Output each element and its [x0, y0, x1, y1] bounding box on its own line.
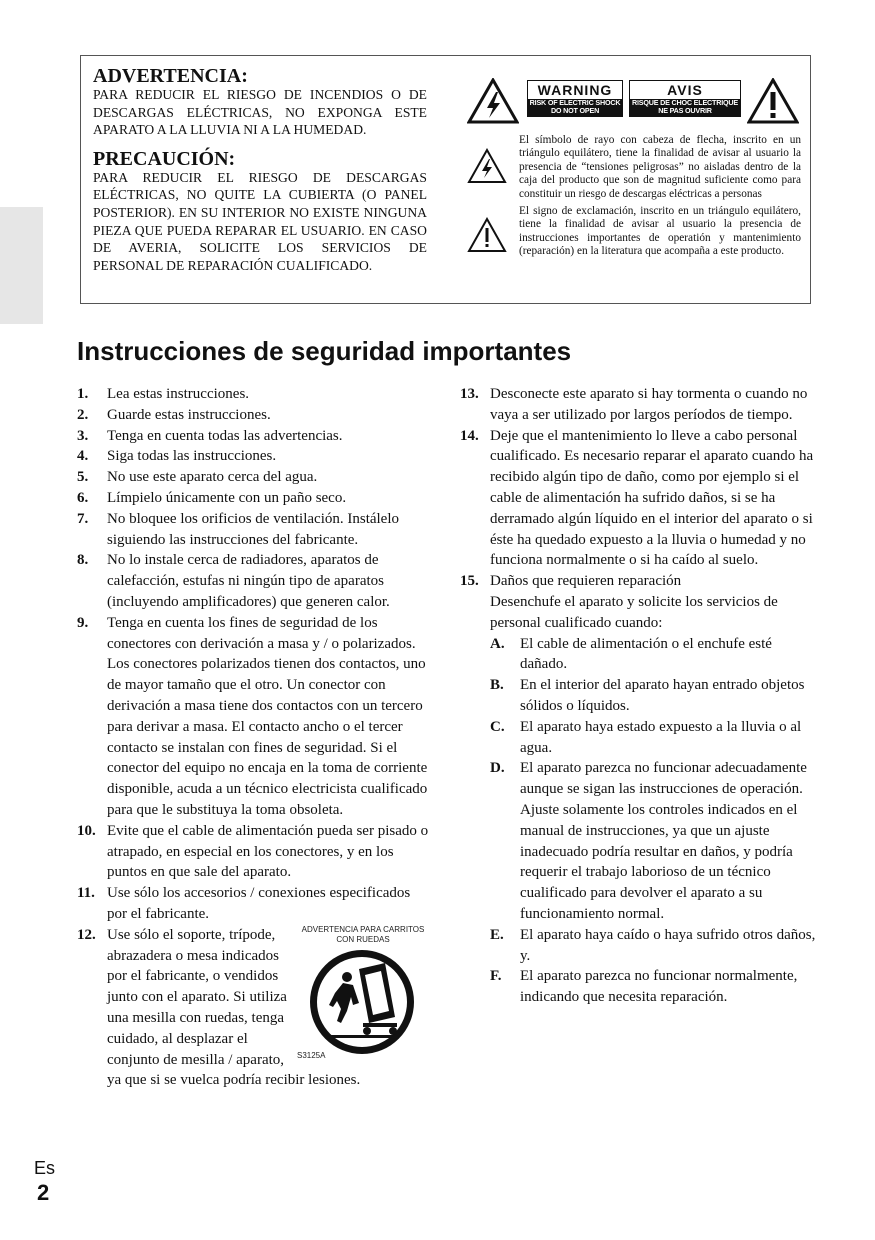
- exclamation-explanation-text: El signo de exclamación, inscrito en un triángulo equilátero, tiene la finalidad de avisar al usuario la presencia de instrucciones importantes de operatión y mantenimiento (reparación) en la literatura que acompaña a este producto.: [519, 205, 801, 258]
- condition-text: El aparato parezca no funcionar normalmente, indicando que necesita reparación.: [520, 968, 798, 1006]
- item-number: 13.: [460, 386, 479, 402]
- exclamation-triangle-icon: [747, 78, 799, 124]
- item-number: 11.: [77, 885, 95, 902]
- advertencia-heading: ADVERTENCIA:: [93, 65, 248, 87]
- lightning-symbol-explanation: [467, 134, 801, 201]
- item-number: 1.: [77, 386, 89, 402]
- item-number: 5.: [77, 469, 89, 486]
- item-text: Use sólo el soporte, trípode, abrazadera o mesa indicados por el fabricante, o vendidos junto con el aparato. Si utiliza una mesilla con ruedas, tenga cuidado, al desplazar el conjunto de mesilla / aparato, ya que si se vuelca podría recibir lesiones.: [107, 926, 361, 1089]
- item-text: Desconecte este aparato si hay tormenta o cuando no vaya a ser utilizado por largos períodos de tiempo.: [490, 386, 808, 423]
- item-text: Siga todas las instrucciones.: [107, 448, 277, 465]
- item-text: Límpielo únicamente con un paño seco.: [107, 489, 347, 506]
- condition-letter: A.: [490, 635, 505, 652]
- item-number: 14.: [460, 427, 479, 444]
- warning-label-title: WARNING: [537, 82, 613, 98]
- item-number: 8.: [77, 552, 89, 569]
- item-text: No bloquee los orificios de ventilación. Instálelo siguiendo las instrucciones del fabricante.: [107, 510, 400, 548]
- warning-label: [527, 80, 623, 117]
- instruction-item: [77, 883, 433, 925]
- item-intro: Desenchufe el aparato y solicite los servicios de personal cualificado cuando:: [490, 593, 778, 631]
- condition-text: El aparato haya estado expuesto a la lluvia o al agua.: [520, 718, 802, 756]
- item-text: Deje que el mantenimiento lo lleve a cabo personal cualificado. Es necesario reparar el aparato cuando ha recibido algún tipo de daño, como por ejemplo si el cable de alimentación ha sufrido daños, si se ha derramado algún líquido en el interior del aparato o si éste ha quedado expuesto a la lluvia o humedad y no funciona normalmente o si ha caído al suelo.: [490, 427, 814, 569]
- instruction-item: [77, 446, 433, 467]
- condition-text: El aparato parezca no funcionar adecuadamente aunque se sigan las instrucciones de operación. Ajuste solamente los controles indicados en el manual de instrucciones, ya que un ajuste inadecuado podría resultar en daños, y podría requerir el trabajo laborioso de un técnico cualificado para devolver el aparato a su funcionamiento normal.: [520, 760, 807, 922]
- item-text: No use este aparato cerca del agua.: [107, 469, 318, 486]
- item-text: Use sólo los accesorios / conexiones especificados por el fabricante.: [107, 885, 411, 922]
- instruction-item-12: [77, 925, 433, 1091]
- item-number: 7.: [77, 510, 89, 527]
- exclamation-small-icon: [467, 217, 507, 253]
- lightning-explanation-text: El símbolo de rayo con cabeza de flecha, inscrito en un triángulo equilátero, tiene la finalidad de avisar al usuario la presencia de “tensiones peligrosas” no aisladas dentro de la caja del producto que son de magnitud suficiente como para constituir un riesgo de descargas eléctricas a personas: [519, 134, 801, 200]
- condition-letter: D.: [490, 760, 505, 777]
- item-number: 15.: [460, 573, 479, 590]
- condition-text: El cable de alimentación o el enchufe esté dañado.: [520, 635, 772, 673]
- item-text: Tenga en cuenta todas las advertencias.: [107, 427, 343, 444]
- warning-text-column: [93, 66, 427, 274]
- lightning-triangle-icon: [467, 78, 519, 124]
- item-number: 9.: [77, 614, 89, 631]
- instructions-list-right: [460, 384, 816, 571]
- warning-box: [80, 55, 811, 304]
- avis-label-subtitle: [630, 99, 740, 116]
- instruction-item: [77, 509, 433, 551]
- instruction-item: [77, 821, 433, 883]
- instructions-left-column: [77, 384, 433, 1091]
- damage-condition-item: [490, 634, 816, 676]
- item-text: Evite que el cable de alimentación pueda ser pisado o atrapado, en especial en los conectores, y en los puntos en que sale del aparato.: [107, 822, 429, 881]
- avis-label-title: AVIS: [667, 82, 703, 98]
- instruction-item: [460, 426, 816, 572]
- item-text: Tenga en cuenta los fines de seguridad de los conectores con derivación a masa y / o polarizados. Los conectores polarizados tienen dos contactos, uno de mayor tamaño que el otro. Un conector con derivación a masa tiene dos contactos con un tercero para derivar a masa. El contacto ancho o el tercer contacto se instalan con fines de seguridad. Si el conector del equipo no encaja en la toma de corriente disponible, acuda a un técnico electricista cualificado para que le substituya la toma obsoleta.: [107, 614, 428, 818]
- item-text: Lea estas instrucciones.: [107, 386, 250, 402]
- condition-text: El aparato haya caído o haya sufrido otros daños, y.: [520, 926, 816, 964]
- damage-condition-item: [490, 966, 816, 1008]
- condition-text: En el interior del aparato hayan entrado objetos sólidos o líquidos.: [520, 677, 805, 714]
- lightning-small-icon: [467, 148, 507, 184]
- page-title: Instrucciones de seguridad importantes: [77, 336, 572, 366]
- item-text: Guarde estas instrucciones.: [107, 406, 271, 423]
- instruction-item: [77, 613, 433, 821]
- instruction-item: [77, 550, 433, 612]
- cart-warning-caption: ADVERTENCIA PARA CARRITOS CON RUEDAS: [301, 924, 425, 944]
- item-number: 4.: [77, 448, 89, 465]
- item-number: 6.: [77, 489, 89, 506]
- condition-letter: E.: [490, 926, 504, 943]
- item-number: 3.: [77, 427, 89, 444]
- avis-label: [629, 80, 741, 117]
- item-number: 10.: [77, 822, 96, 839]
- damage-condition-item: [490, 717, 816, 759]
- precaucion-heading: PRECAUCIÓN:: [93, 147, 236, 170]
- warning-label-line1: RISK OF ELECTRIC SHOCK: [529, 98, 621, 107]
- side-section-tab: [0, 207, 43, 324]
- instruction-item: [77, 384, 433, 405]
- warning-label-row: [467, 66, 801, 132]
- condition-letter: C.: [490, 718, 505, 735]
- instruction-item: [460, 384, 816, 426]
- page-number: 2: [37, 1180, 50, 1205]
- warning-label-subtitle: [528, 99, 622, 116]
- instruction-item: [77, 488, 433, 509]
- instruction-item-15: [460, 571, 816, 633]
- instruction-item: [77, 426, 433, 447]
- cart-tipover-icon: [307, 947, 417, 1057]
- warning-label-line2: DO NOT OPEN: [550, 106, 600, 115]
- avis-label-line2: NE PAS OUVRIR: [658, 106, 712, 115]
- damage-condition-item: [490, 675, 816, 717]
- cart-warning-figure: [293, 925, 433, 1067]
- item-heading: Daños que requieren reparación: [490, 573, 682, 590]
- condition-letter: F.: [490, 968, 502, 985]
- damage-condition-item: [490, 758, 816, 924]
- instruction-item: [77, 405, 433, 426]
- item-number: 12.: [77, 926, 96, 943]
- precaucion-text: PARA REDUCIR EL RIESGO DE DESCARGAS ELÉCTRICAS, NO QUITE LA CUBIERTA (O PANEL POSTERIOR). EN SU INTERIOR NO EXISTE NINGUNA PIEZA QUE PUEDA REPARAR EL USUARIO. EN CASO DE AVERIA, SOLICITE LOS SERVICIOS DE PERSONAL DE REPARACIÓN CUALIFICADO.: [93, 169, 427, 273]
- symbols-column: [467, 66, 801, 259]
- condition-letter: B.: [490, 677, 504, 694]
- cart-figure-code: S3125A: [297, 1050, 326, 1060]
- item-text: No lo instale cerca de radiadores, aparatos de calefacción, estufas ni ningún tipo de aparatos (incluyendo amplificadores) que generen calor.: [107, 552, 390, 610]
- exclamation-symbol-explanation: [467, 205, 801, 259]
- avis-label-line1: RISQUE DE CHOC ELECTRIQUE: [631, 98, 739, 107]
- language-code: Es: [34, 1158, 56, 1178]
- instructions-right-column: [460, 384, 816, 1008]
- damage-conditions-list: [460, 634, 816, 1008]
- damage-condition-item: [490, 925, 816, 967]
- advertencia-text: PARA REDUCIR EL RIESGO DE INCENDIOS O DE DESCARGAS ELÉCTRICAS, NO EXPONGA ESTE APARATO A LA LLUVIA NI A LA HUMEDAD.: [93, 87, 427, 138]
- item-number: 2.: [77, 406, 89, 423]
- instructions-list-left: [77, 384, 433, 925]
- instruction-item: [77, 467, 433, 488]
